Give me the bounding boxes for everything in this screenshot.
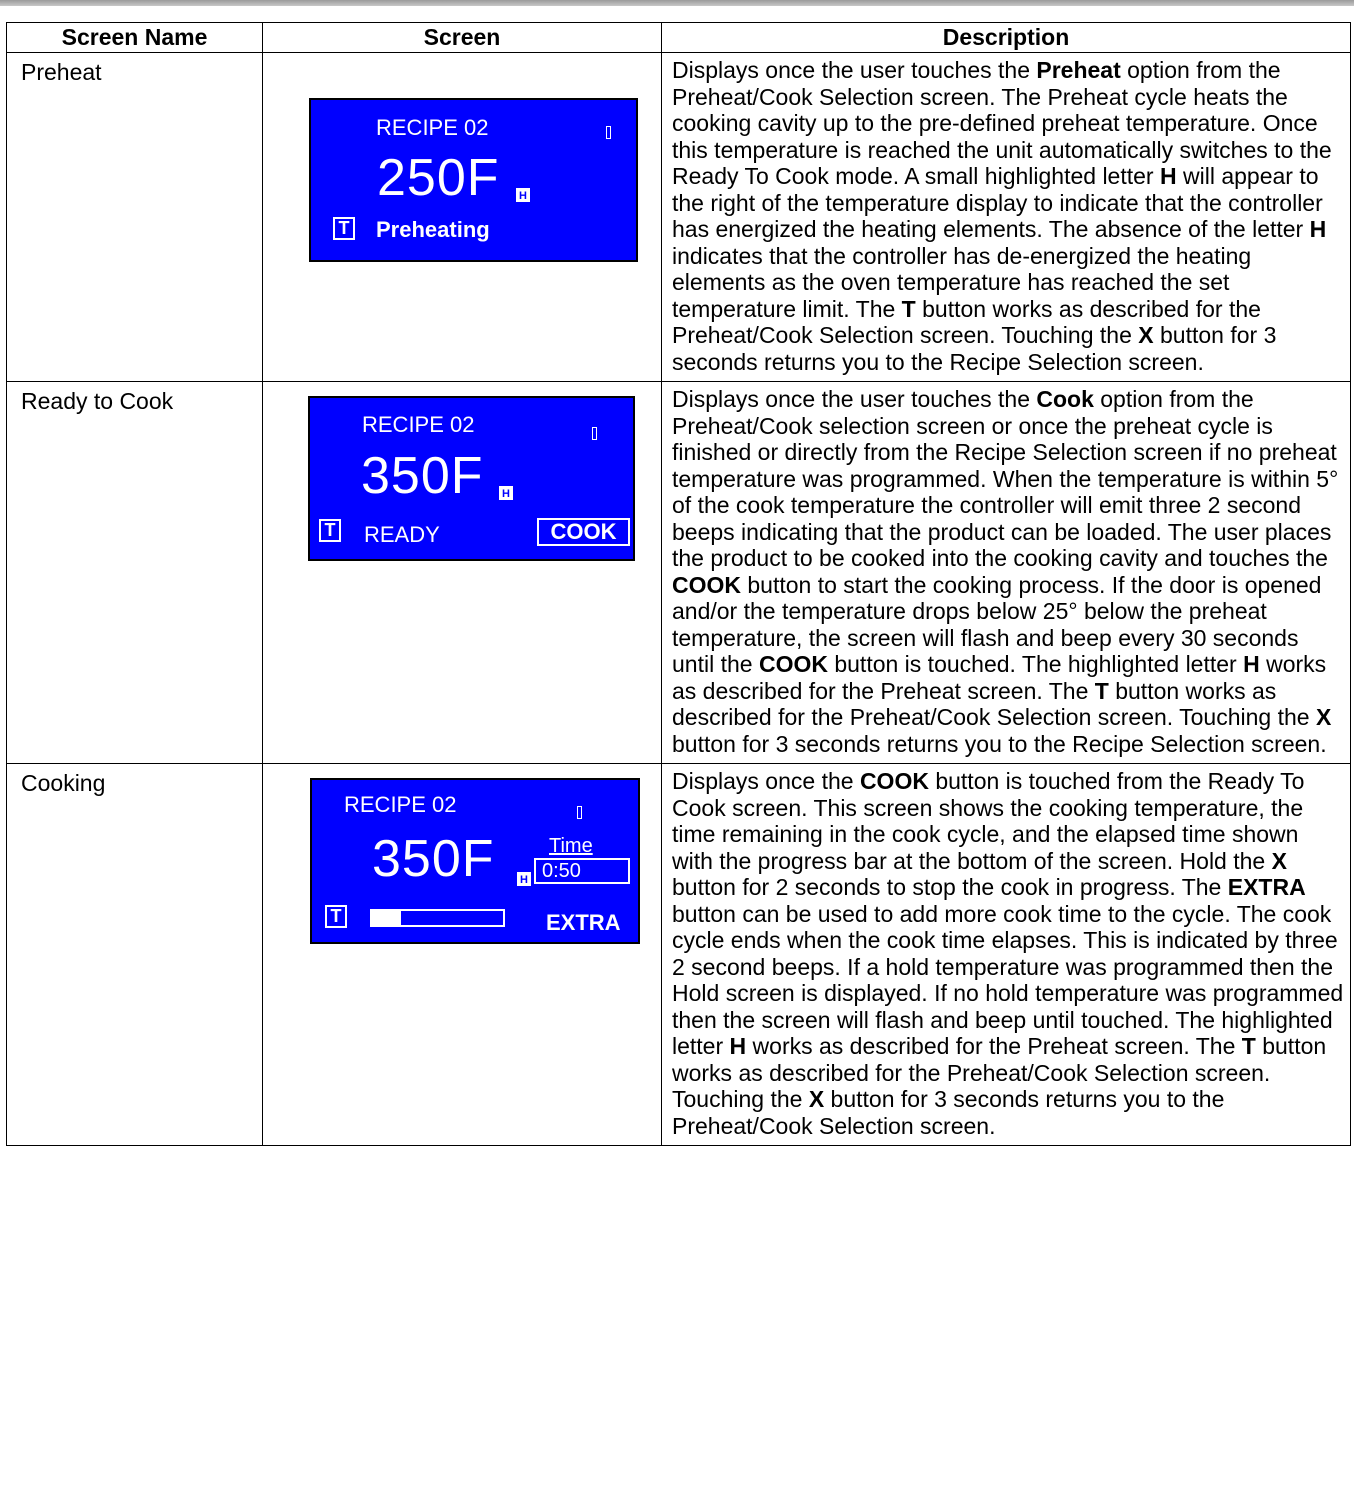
recipe-label: RECIPE 02	[344, 792, 457, 817]
description-text: indicates that the controller has de-energized the heating elements as the oven temperature has reached the set temperature limit. The	[672, 242, 1252, 322]
description-text: button works as described for the Preheat/Cook Selection screen. Touching the	[672, 677, 1316, 730]
screen-cell	[263, 382, 662, 764]
heat-indicator-badge: H	[516, 188, 530, 202]
header-screen: Screen	[263, 23, 662, 53]
screen-cell	[263, 764, 662, 1146]
bold-term: H	[729, 1033, 747, 1059]
bold-term: H	[1159, 163, 1177, 189]
description-text: option from the Preheat/Cook Selection screen. The Preheat cycle heats the cooking cavity up to the pre-defined preheat temperature. Once this temperature is reached the unit automatically switches to the Ready To Cook mode. A small highlighted letter	[672, 57, 1332, 189]
bold-term: EXTRA	[1227, 874, 1306, 900]
bold-term: Preheat	[1036, 57, 1121, 83]
cook-button[interactable]: COOK	[537, 518, 630, 546]
bold-term: Cook	[1036, 386, 1094, 412]
recipe-label: RECIPE 02	[376, 115, 489, 140]
description-cell	[662, 382, 1351, 764]
bold-term: X	[1315, 704, 1332, 730]
battery-icon	[577, 806, 582, 819]
time-remaining-display: 0:50	[534, 858, 630, 884]
screen-name-cell: Cooking	[7, 764, 263, 1146]
battery-icon	[592, 427, 597, 440]
screen-description-table	[6, 22, 1351, 1146]
bold-term: H	[1243, 651, 1260, 677]
heat-indicator-badge: H	[499, 486, 513, 500]
time-label: Time	[549, 835, 593, 857]
description-text: Displays once the user touches the	[672, 386, 1037, 412]
t-button[interactable]: T	[325, 905, 347, 928]
description-text: button works as described for the Preheat/Cook Selection screen. Touching the	[672, 1033, 1327, 1112]
bold-term: H	[1309, 216, 1327, 242]
cooking-lcd-screen	[310, 778, 640, 944]
bold-term: X	[1138, 322, 1154, 348]
top-rule	[0, 0, 1354, 6]
bold-term: X	[808, 1086, 825, 1112]
description-text: button is touched from the Ready To Cook screen. This screen shows the cooking temperature, the time remaining in the cook cycle, and the elapsed time shown with the progress bar at the bottom of the screen. Hold the	[672, 768, 1305, 874]
description-text: button for 3 seconds returns you to the Recipe Selection screen.	[672, 322, 1277, 375]
temperature-readout: 350F	[372, 830, 495, 888]
table-row-preheat	[7, 53, 1351, 382]
table-row-cooking	[7, 764, 1351, 1146]
bold-term: T	[1094, 677, 1109, 704]
bold-term: COOK	[672, 571, 741, 598]
extra-button[interactable]: EXTRA	[546, 910, 621, 935]
description-cell	[662, 764, 1351, 1146]
description-text: button for 3 seconds returns you to the Preheat/Cook Selection screen.	[672, 1086, 1225, 1139]
description-text: button for 2 seconds to stop the cook in progress. The	[672, 874, 1228, 900]
description-text: button for 3 seconds returns you to the Recipe Selection screen.	[672, 730, 1327, 757]
description-text: Displays once the user touches the	[672, 57, 1037, 83]
cook-progress-bar	[370, 909, 505, 927]
screen-name-cell: Preheat	[7, 53, 263, 382]
description-cell	[662, 53, 1351, 382]
preheat-lcd-screen	[309, 98, 638, 262]
screen-name-cell: Ready to Cook	[7, 382, 263, 764]
description-text: button to start the cooking process. If the door is opened and/or the temperature drops below 25° below the preheat temperature, the screen will flash and beep every 30 seconds until the	[672, 571, 1322, 677]
bold-term: X	[1271, 847, 1287, 874]
description-text: button works as described for the Preheat/Cook Selection screen. Touching the	[672, 295, 1261, 348]
description-text: button is touched. The highlighted letter	[827, 651, 1244, 677]
bold-term: T	[901, 295, 916, 322]
description-text: will appear to the right of the temperature display to indicate that the controller has energized the heating elements. The absence of the letter	[672, 163, 1323, 242]
battery-icon	[606, 126, 611, 139]
ready-lcd-screen	[308, 396, 635, 561]
header-screen-name: Screen Name	[7, 23, 263, 53]
bold-term: COOK	[859, 768, 929, 794]
description-text: option from the Preheat/Cook selection screen or once the preheat cycle is finished or directly from the Recipe Selection screen if no preheat temperature was programmed. When the temperature is within 5° of the cook temperature the controller will emit three 2 second beeps indicating that the product can be loaded. The user places the product to be cooked into the cooking cavity and touches the	[672, 386, 1339, 571]
cook-progress-fill	[372, 911, 401, 925]
bold-term: T	[1241, 1033, 1256, 1059]
temperature-readout: 350F	[361, 447, 484, 505]
table-header-row	[7, 23, 1351, 53]
heat-indicator-badge: H	[517, 872, 531, 886]
description-text: works as described for the Preheat screen. The	[672, 651, 1327, 704]
description-text: button can be used to add more cook time to the cycle. The cook cycle ends when the cook time elapses. This is indicated by three 2 second beeps. If a hold temperature was programmed then the Hold screen is displayed. If no hold temperature was programmed then the screen will flash and beep until touched. The highlighted letter	[672, 900, 1344, 1059]
status-text: READY	[364, 522, 440, 547]
screen-cell	[263, 53, 662, 382]
description-text: Displays once the	[672, 768, 860, 794]
t-button[interactable]: T	[319, 519, 341, 542]
t-button[interactable]: T	[333, 217, 355, 240]
recipe-label: RECIPE 02	[362, 412, 475, 437]
header-description: Description	[662, 23, 1351, 53]
table-row-ready-to-cook	[7, 382, 1351, 764]
bold-term: COOK	[758, 651, 828, 677]
temperature-readout: 250F	[377, 149, 500, 207]
description-text: works as described for the Preheat screen. The	[746, 1033, 1242, 1059]
status-text: Preheating	[376, 217, 490, 242]
